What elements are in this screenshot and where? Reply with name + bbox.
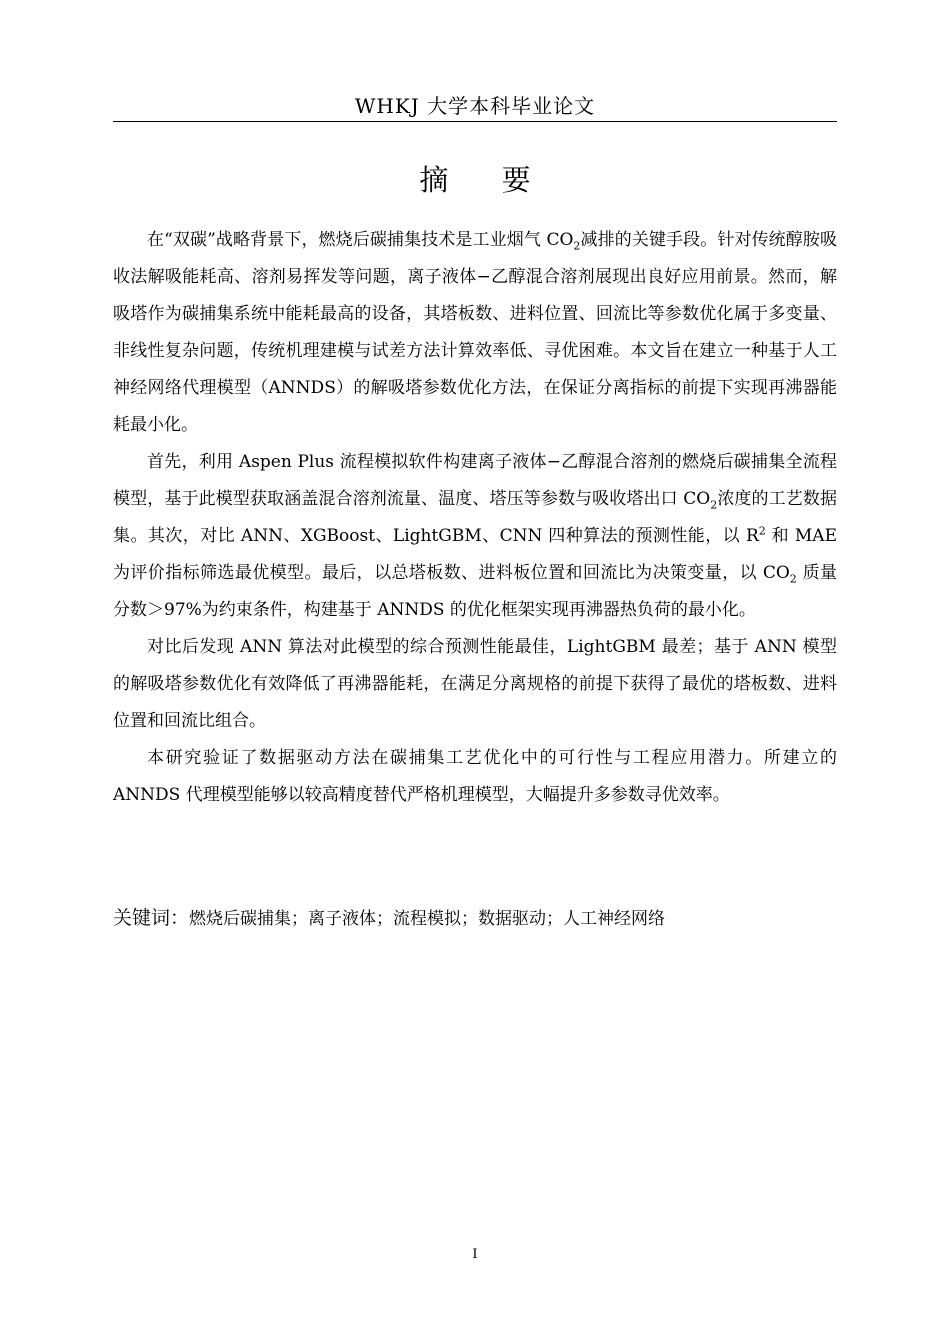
keywords-line xyxy=(113,900,837,938)
header-rule xyxy=(113,121,837,122)
abstract-paragraph-3: 对比后发现 ANN 算法对此模型的综合预测性能最佳，LightGBM 最差；基于 ANN 模型的解吸塔参数优化有效降低了再沸器能耗，在满足分离规格的前提下获得了最优的塔板数、进料位置和回流比组合。 xyxy=(113,637,837,731)
keywords-text: 燃烧后碳捕集；离子液体；流程模拟；数据驱动；人工神经网络 xyxy=(189,909,666,929)
abstract-paragraph-1: 在“双碳”战略背景下，燃烧后碳捕集技术是工业烟气 $CO_2$减排的关键手段。针对传统醇胺吸收法解吸能耗高、溶剂易挥发等问题，离子液体−乙醇混合溶剂展现出良好应用前景。然而，解吸塔作为碳捕集系统中能耗最高的设备，其塔板数、进料位置、回流比等参数优化属于多变量、非线性复杂问题，传统机理建模与试差方法计算效率低、寻优困难。本文旨在建立一种基于人工神经网络代理模型（ANNDS）的解吸塔参数优化方法，在保证分离指标的前提下实现再沸器能耗最小化。 xyxy=(113,230,838,435)
keywords-label: 关键词： xyxy=(113,907,190,929)
running-header: WHKJ 大学本科毕业论文 xyxy=(354,94,596,118)
abstract-paragraph-4: 本研究验证了数据驱动方法在碳捕集工艺优化中的可行性与工程应用潜力。所建立的 ANNDS 代理模型能够以较高精度替代严格机理模型，大幅提升多参数寻优效率。 xyxy=(113,748,837,805)
abstract-title: 摘 要 xyxy=(419,163,553,197)
abstract-body xyxy=(113,222,837,814)
abstract-paragraph-2: 首先，利用 Aspen Plus 流程模拟软件构建离子液体−乙醇混合溶剂的燃烧后碳捕集全流程模型，基于此模型获取涵盖混合溶剂流量、温度、塔压等参数与吸收塔出口 $CO_2$浓度的工艺数据集。其次，对比 ANN、XGBoost、LightGBM、CNN 四种算法的预测性能，以 $R^2$ 和 MAE 为评价指标筛选最优模型。最后，以总塔板数、进料板位置和回流比为决策变量，以 $CO_2$ 质量分数＞97%为约束条件，构建基于 ANNDS 的优化框架实现再沸器热负荷的最小化。 xyxy=(113,452,837,620)
page-number: I xyxy=(472,1247,478,1262)
